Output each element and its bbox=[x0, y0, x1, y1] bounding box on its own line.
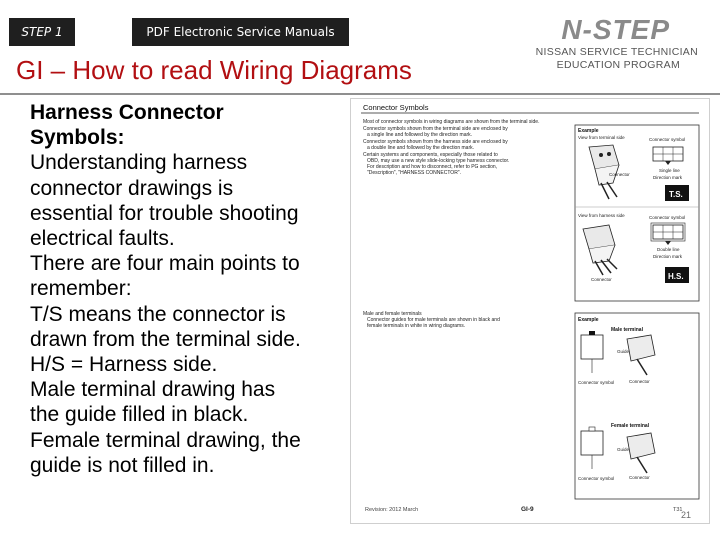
connector-symbol-grid-hs bbox=[651, 223, 685, 245]
male-terminal-label: Male terminal bbox=[611, 327, 643, 333]
connector-symbol-label-4: Connector symbol bbox=[578, 476, 615, 481]
manual-footer-page: GI-9 bbox=[521, 506, 534, 513]
manual-bullet: For description and how to disconnect, refer to PG section, bbox=[367, 164, 498, 170]
body-line: Male terminal drawing has bbox=[30, 378, 276, 402]
body-text bbox=[30, 100, 348, 478]
double-line-label: Double line bbox=[657, 247, 680, 252]
body-line: H/S = Harness side. bbox=[30, 353, 218, 377]
manual-bullet: a double line and followed by the direction mark. bbox=[367, 145, 475, 151]
body-line: Understanding harness bbox=[30, 151, 248, 175]
example-label: Example bbox=[578, 128, 599, 134]
manual-section-title: Connector Symbols bbox=[363, 103, 429, 112]
connector-label-4: Connector bbox=[629, 475, 650, 480]
connector-symbol-label-3: Connector symbol bbox=[578, 380, 615, 385]
manual-bullet: Connector symbols shown from the terminal side are enclosed by bbox=[363, 126, 508, 132]
logo-subtitle-1: NISSAN SERVICE TECHNICIAN bbox=[535, 46, 698, 58]
nstep-logo bbox=[520, 14, 698, 72]
manual-bullet: OBD, may use a new style slide-locking type harness connector. bbox=[367, 158, 510, 164]
manual-bullet: "Description", "HARNESS CONNECTOR". bbox=[367, 170, 461, 176]
body-heading-line: Harness Connector bbox=[30, 101, 224, 124]
ts-badge-text: T.S. bbox=[669, 190, 683, 199]
body-line: Female terminal drawing, the bbox=[30, 428, 301, 452]
logo-subtitle-2: EDUCATION PROGRAM bbox=[556, 59, 680, 71]
body-line: guide is not filled in. bbox=[30, 453, 215, 477]
view-terminal-side-label: View from terminal side bbox=[578, 135, 625, 140]
example2-label: Example bbox=[578, 317, 599, 323]
service-manual-excerpt bbox=[350, 98, 710, 524]
connector-label: Connector bbox=[609, 172, 630, 177]
slide-number: 21 bbox=[681, 510, 692, 520]
manual-intro: Most of connector symbols in wiring diagrams are shown from the terminal side. bbox=[363, 119, 540, 125]
manual-bullet: Connector symbols shown from the harness side are enclosed by bbox=[363, 139, 508, 145]
manual-bullet: a single line and followed by the direction mark. bbox=[367, 132, 473, 138]
course-tab: PDF Electronic Service Manuals bbox=[132, 18, 349, 46]
body-line: remember: bbox=[30, 277, 132, 301]
body-line: There are four main points to bbox=[30, 252, 300, 276]
manual-bullet: female terminals in white in wiring diagrams. bbox=[367, 323, 466, 329]
body-line: connector drawings is bbox=[30, 176, 234, 200]
guide-label: Guide bbox=[617, 349, 630, 354]
body-line: essential for trouble shooting bbox=[30, 201, 299, 225]
logo-main-text: N-STEP bbox=[561, 14, 670, 45]
step-tab: STEP 1 bbox=[9, 18, 75, 46]
body-line: drawn from the terminal side. bbox=[30, 327, 301, 351]
manual-footer-code: T31 bbox=[673, 507, 683, 513]
guide-label-2: Guide bbox=[617, 447, 630, 452]
single-line-label: Single line bbox=[659, 168, 680, 173]
connector-symbol-label-2: Connector symbol bbox=[649, 215, 686, 220]
manual-bullet: Connector guides for male terminals are shown in black and bbox=[367, 317, 500, 323]
manual-bullet: Male and female terminals bbox=[363, 311, 422, 317]
female-terminal-label: Female terminal bbox=[611, 423, 650, 429]
connector-illustration-harness-side bbox=[583, 225, 617, 275]
slide-title: GI – How to read Wiring Diagrams bbox=[16, 55, 412, 85]
body-line: electrical faults. bbox=[30, 227, 175, 251]
connector-label-2: Connector bbox=[591, 277, 612, 282]
view-harness-side-label: View from harness side bbox=[578, 213, 625, 218]
connector-label-3: Connector bbox=[629, 379, 650, 384]
direction-mark-label: Direction mark bbox=[653, 175, 683, 180]
connector-symbol-grid-ts bbox=[653, 147, 683, 165]
connector-symbol-label: Connector symbol bbox=[649, 137, 686, 142]
body-line: the guide filled in black. bbox=[30, 403, 249, 427]
body-line: T/S means the connector is bbox=[30, 302, 286, 326]
direction-mark-label-2: Direction mark bbox=[653, 254, 683, 259]
hs-badge-text: H.S. bbox=[668, 272, 684, 281]
manual-bullet: Certain systems and components, especially those related to bbox=[363, 152, 498, 158]
title-divider bbox=[0, 93, 720, 95]
body-heading-line: Symbols: bbox=[30, 126, 125, 150]
manual-footer-revision: Revision: 2012 March bbox=[365, 507, 419, 513]
